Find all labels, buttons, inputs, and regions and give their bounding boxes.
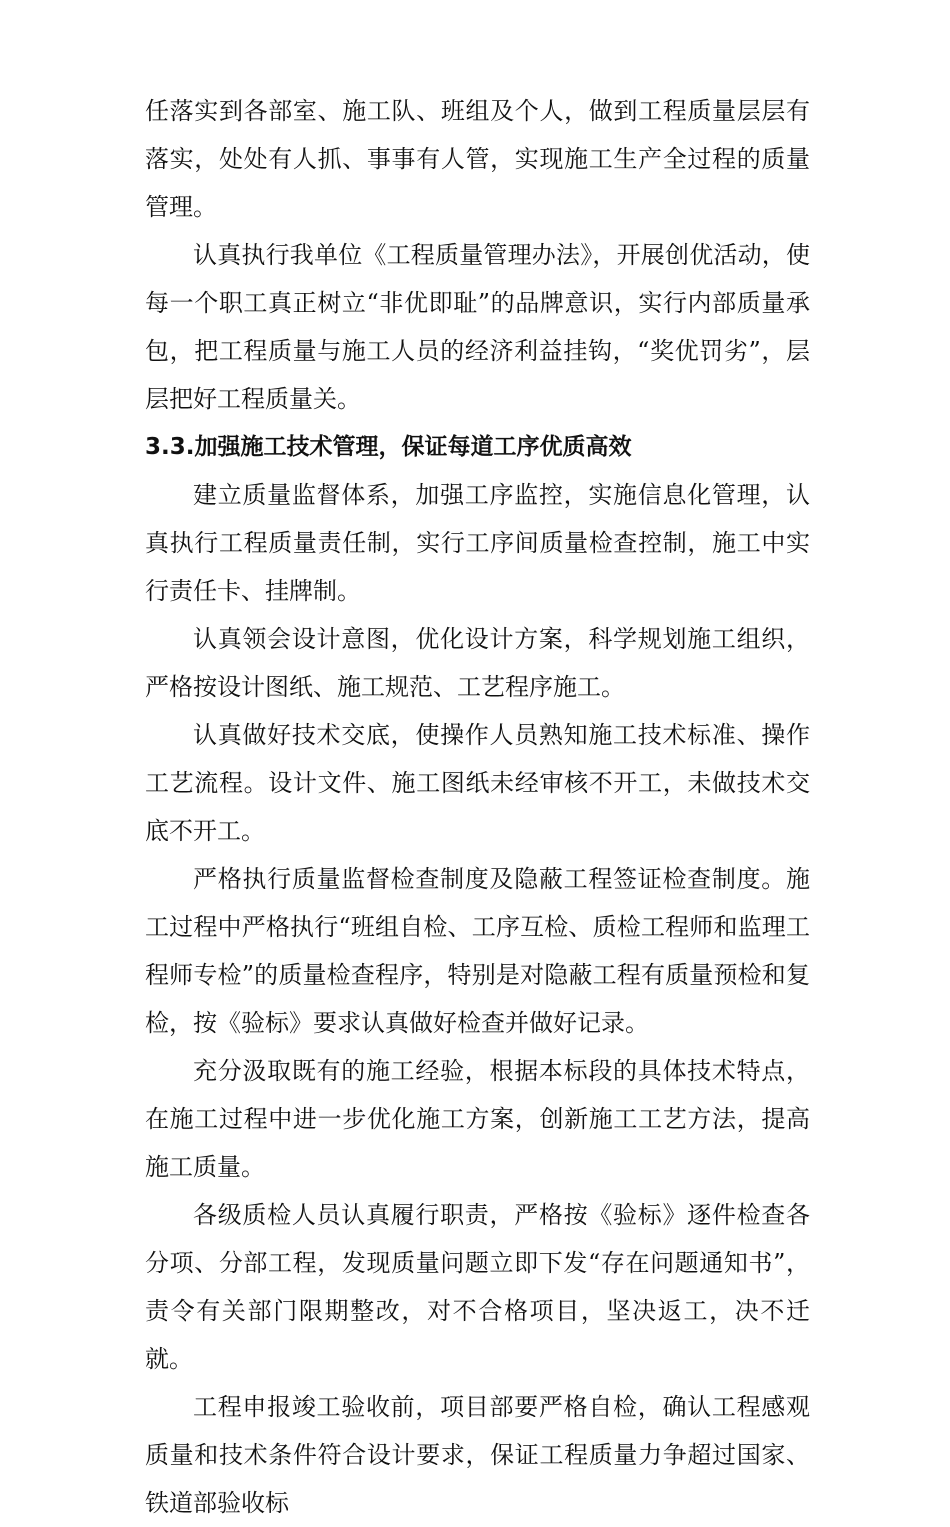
paragraph-technical-briefing: 认真做好技术交底，使操作人员熟知施工技术标准、操作工艺流程。设计文件、施工图纸未经审核不开工，未做技术交底不开工。: [145, 721, 810, 845]
paragraph-supervision-system: 建立质量监督体系，加强工序监控，实施信息化管理，认真执行工程质量责任制，实行工序间质量检查控制，施工中实行责任卡、挂牌制。: [145, 481, 810, 605]
paragraph-completion-acceptance: 工程申报竣工验收前，项目部要严格自检，确认工程感观质量和技术条件符合设计要求，保证工程质量力争超过国家、铁道部验收标: [145, 1393, 810, 1517]
paragraph-continued: 任落实到各部室、施工队、班组及个人，做到工程质量层层有落实，处处有人抓、事事有人管，实现施工生产全过程的质量管理。: [145, 97, 810, 221]
document-body: [145, 87, 810, 1527]
paragraph-quality-management: 认真执行我单位《工程质量管理办法》，开展创优活动，使每一个职工真正树立“非优即耻”的品牌意识，实行内部质量承包，把工程质量与施工人员的经济利益挂钩，“奖优罚劣”，层层把好工程质量关。: [145, 241, 810, 413]
paragraph-experience: 充分汲取既有的施工经验，根据本标段的具体技术特点，在施工过程中进一步优化施工方案，创新施工工艺方法，提高施工质量。: [145, 1057, 810, 1181]
paragraph-inspectors: 各级质检人员认真履行职责，严格按《验标》逐件检查各分项、分部工程，发现质量问题立即下发“存在问题通知书”，责令有关部门限期整改，对不合格项目，坚决返工，决不迁就。: [145, 1201, 810, 1373]
section-heading: 3.3.加强施工技术管理，保证每道工序优质高效: [145, 434, 632, 460]
paragraph-design-intent: 认真领会设计意图，优化设计方案，科学规划施工组织，严格按设计图纸、施工规范、工艺程序施工。: [145, 625, 810, 701]
paragraph-inspection-system: 严格执行质量监督检查制度及隐蔽工程签证检查制度。施工过程中严格执行“班组自检、工序互检、质检工程师和监理工程师专检”的质量检查程序，特别是对隐蔽工程有质量预检和复检，按《验标》要求认真做好检查并做好记录。: [145, 865, 810, 1037]
